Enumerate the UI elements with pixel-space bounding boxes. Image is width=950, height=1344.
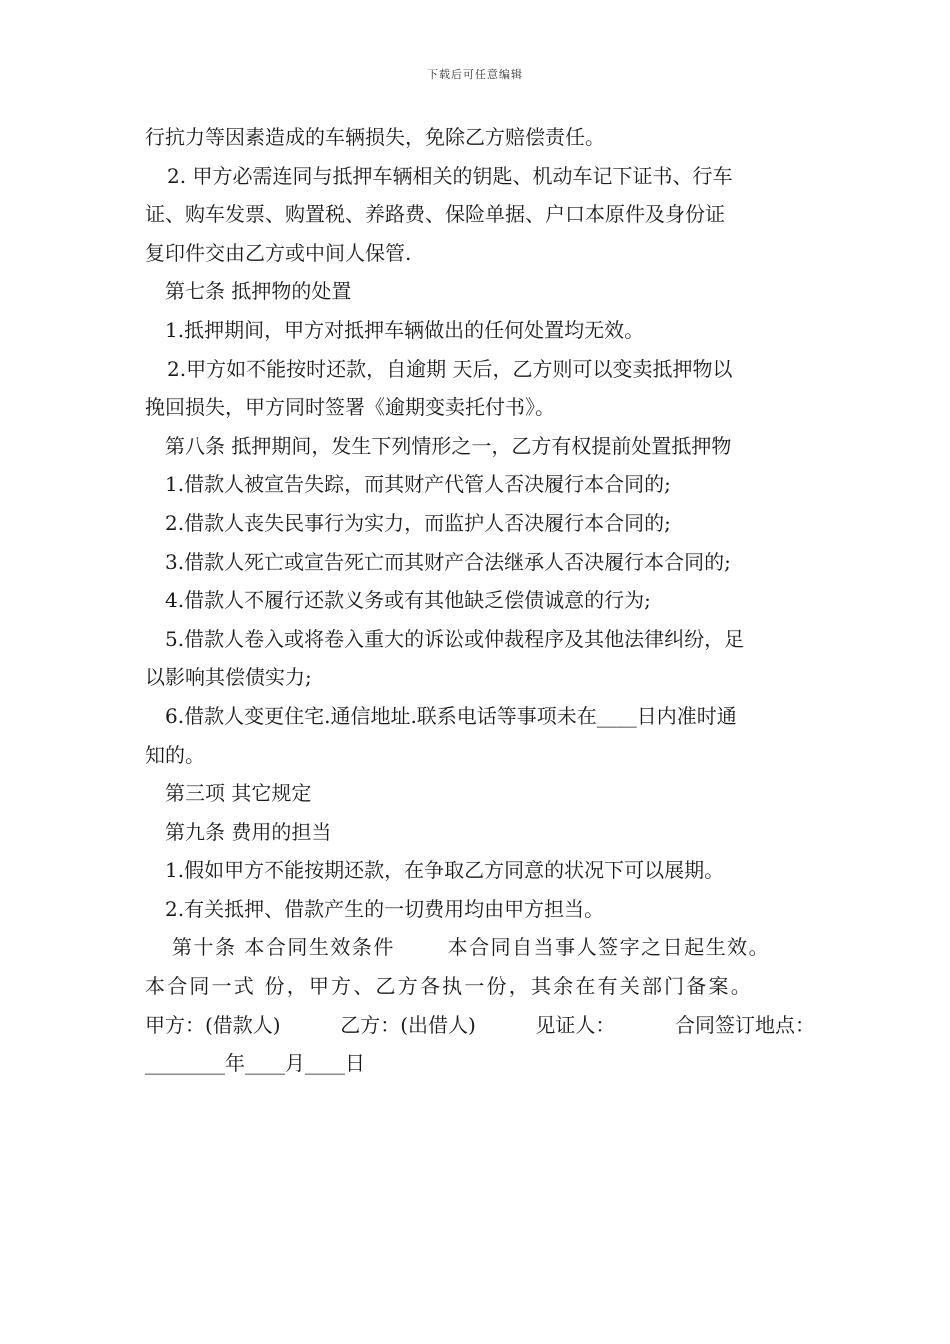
page-header-note: 下载后可任意编辑 <box>427 68 523 81</box>
paragraph-line: 5.借款人卷入或将卷入重大的诉讼或仲裁程序及其他法律纠纷，足 <box>165 626 745 651</box>
paragraph-line: 2.甲方如不能按时还款，自逾期 天后，乙方则可以变卖抵押物以 <box>167 356 733 381</box>
paragraph-line: 2. 甲方必需连同与抵押车辆相关的钥匙、机动车记下证书、行车 <box>167 163 733 188</box>
party-a-label: 甲方：(借款人) <box>145 1012 281 1037</box>
paragraph-line: 2.借款人丧失民事行为实力，而监护人否决履行本合同的; <box>165 510 671 535</box>
document-body <box>145 118 815 1083</box>
clause-10-line <box>145 928 815 967</box>
paragraph-line: 证、购车发票、购置税、养路费、保险单据、户口本原件及身份证 <box>145 202 725 227</box>
paragraph-line: 复印件交由乙方或中间人保管. <box>145 240 412 265</box>
clause-10-title: 第十条 本合同生效条件 <box>172 935 395 960</box>
party-b-label: 乙方：(出借人) <box>340 1012 476 1037</box>
clause-heading: 第九条 费用的担当 <box>165 819 332 844</box>
paragraph-line: 行抗力等因素造成的车辆损失，免除乙方赔偿责任。 <box>145 125 605 149</box>
paragraph-line: 以影响其偿债实力; <box>145 665 312 690</box>
place-label: 合同签订地点： <box>675 1012 815 1037</box>
paragraph-line: 3.借款人死亡或宣告死亡而其财产合法继承人否决履行本合同的; <box>165 549 731 574</box>
paragraph-line: 知的。 <box>145 742 205 767</box>
paragraph-line: 2.有关抵押、借款产生的一切费用均由甲方担当。 <box>165 896 605 921</box>
paragraph-line: 挽回损失，甲方同时签署《逾期变卖托付书》。 <box>145 395 555 420</box>
paragraph-line: 1.抵押期间，甲方对抵押车辆做出的任何处置均无效。 <box>165 317 645 342</box>
paragraph-line: 4.借款人不履行还款义务或有其他缺乏偿债诚意的行为; <box>165 588 651 613</box>
clause-10-text: 本合同自当事人签字之日起生效。 <box>447 935 771 960</box>
clause-heading: 第七条 抵押物的处置 <box>165 279 352 304</box>
clause-heading: 第八条 抵押期间，发生下列情形之一，乙方有权提前处置抵押物 <box>165 433 732 458</box>
date-line: ________年____月____日 <box>145 1051 365 1076</box>
section-heading: 第三项 其它规定 <box>165 781 312 806</box>
paragraph-line: 1.借款人被宣告失踪，而其财产代管人否决履行本合同的; <box>165 472 671 497</box>
copies-line: 本合同一式 份，甲方、乙方各执一份，其余在有关部门备案。 <box>145 974 753 999</box>
signature-row <box>145 1006 815 1045</box>
paragraph-line: 1.假如甲方不能按期还款，在争取乙方同意的状况下可以展期。 <box>165 858 725 883</box>
witness-label: 见证人： <box>535 1012 616 1037</box>
paragraph-line: 6.借款人变更住宅.通信地址.联系电话等事项未在____日内准时通 <box>165 703 737 728</box>
